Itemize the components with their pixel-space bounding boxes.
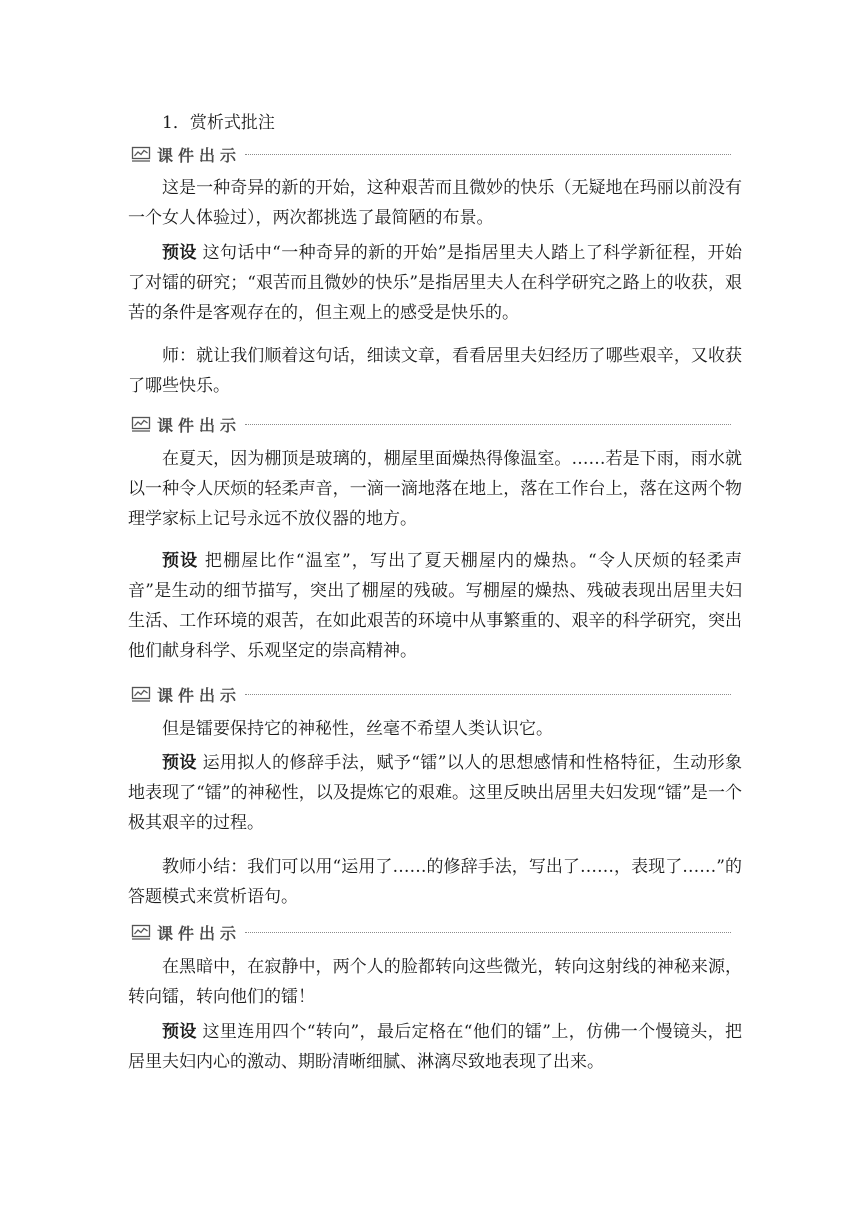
dotted-rule <box>245 932 731 933</box>
quote-paragraph: 这是一种奇异的新的开始，这种艰苦而且微妙的快乐（无疑地在玛丽以前没有一个女人体验过），两次都挑选了最简陋的布景。 <box>128 178 742 228</box>
teacher-paragraph: 师：就让我们顺着这句话，细读文章，看看居里夫妇经历了哪些艰辛，又收获了哪些快乐。 <box>128 346 742 396</box>
chart-board-icon <box>131 685 151 703</box>
preset-label: 预设 <box>162 1022 197 1042</box>
banner-label: 课件出示 <box>157 923 242 943</box>
chart-board-icon <box>131 923 151 941</box>
chart-board-icon <box>131 415 151 433</box>
dotted-rule <box>245 424 731 425</box>
preset-label: 预设 <box>162 753 197 773</box>
courseware-banner <box>131 413 731 435</box>
preset-text: 这句话中“一种奇异的新的开始”是指居里夫人踏上了科学新征程，开始了对镭的研究；“艰苦而且微妙的快乐”是指居里夫人在科学研究之路上的收获，艰苦的条件是客观存在的，但主观上的感受是快乐的。 <box>128 243 742 323</box>
preset-paragraph <box>128 238 742 328</box>
teacher-summary-paragraph: 教师小结：我们可以用“运用了……的修辞手法，写出了……，表现了……”的答题模式来赏析语句。 <box>128 857 742 907</box>
courseware-banner <box>131 921 731 943</box>
quote-paragraph: 但是镭要保持它的神秘性，丝毫不希望人类认识它。 <box>162 719 553 739</box>
preset-paragraph <box>128 546 742 666</box>
preset-text: 这里连用四个“转向”，最后定格在“他们的镭”上，仿佛一个慢镜头，把居里夫妇内心的激动、期盼清晰细腻、淋漓尽致地表现了出来。 <box>128 1022 743 1072</box>
preset-label: 预设 <box>162 551 199 571</box>
preset-paragraph <box>128 748 742 838</box>
dotted-rule <box>245 154 731 155</box>
section-heading: 1．赏析式批注 <box>162 113 275 133</box>
banner-label: 课件出示 <box>157 415 242 435</box>
chart-board-icon <box>131 145 151 163</box>
courseware-banner <box>131 143 731 165</box>
courseware-banner <box>131 683 731 705</box>
quote-paragraph: 在夏天，因为棚顶是玻璃的，棚屋里面燥热得像温室。……若是下雨，雨水就以一种令人厌烦的轻柔声音，一滴一滴地落在地上，落在工作台上，落在这两个物理学家标上记号永远不放仪器的地方。 <box>128 449 742 529</box>
preset-label: 预设 <box>162 243 197 263</box>
quote-paragraph: 在黑暗中，在寂静中，两个人的脸都转向这些微光，转向这射线的神秘来源，转向镭，转向他们的镭！ <box>128 957 742 1007</box>
banner-label: 课件出示 <box>157 145 242 165</box>
preset-text: 把棚屋比作“温室”，写出了夏天棚屋内的燥热。“令人厌烦的轻柔声音”是生动的细节描写，突出了棚屋的残破。写棚屋的燥热、残破表现出居里夫妇生活、工作环境的艰苦，在如此艰苦的环境中从事繁重的、艰辛的科学研究，突出他们献身科学、乐观坚定的崇高精神。 <box>128 551 743 661</box>
preset-text: 运用拟人的修辞手法，赋予“镭”以人的思想感情和性格特征，生动形象地表现了“镭”的神秘性，以及提炼它的艰难。这里反映出居里夫妇发现“镭”是一个极其艰辛的过程。 <box>128 753 742 833</box>
dotted-rule <box>245 694 731 695</box>
preset-paragraph <box>128 1017 742 1077</box>
banner-label: 课件出示 <box>157 685 242 705</box>
